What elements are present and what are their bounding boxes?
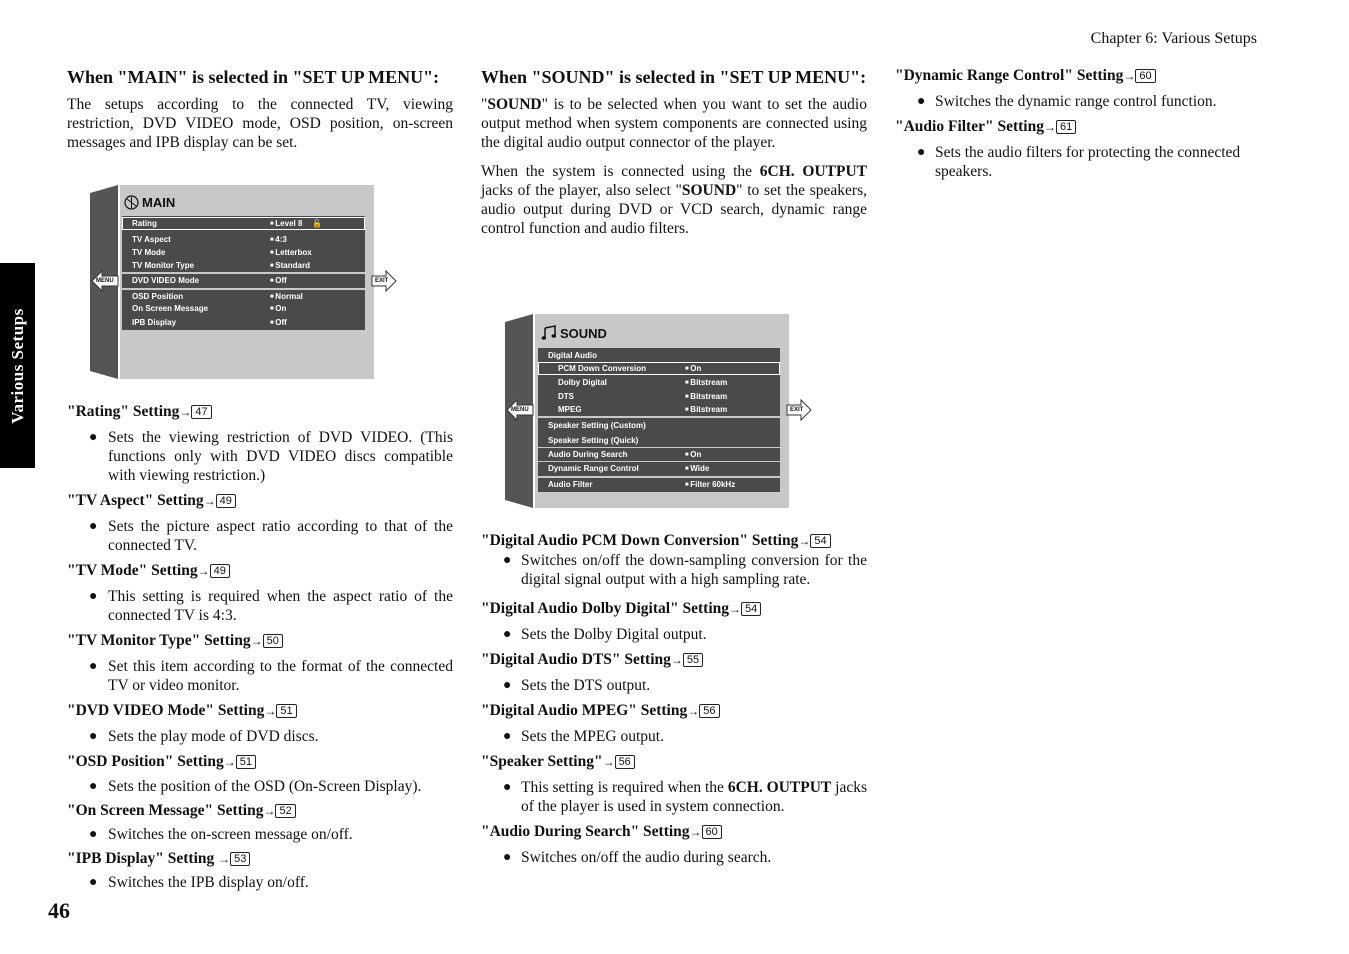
main-menu-title bbox=[124, 195, 175, 210]
left-column bbox=[67, 66, 453, 152]
page-ref-badge[interactable]: 51 bbox=[276, 704, 296, 718]
sound-menu-group-1 bbox=[538, 348, 780, 416]
menu-row-speaker-custom[interactable]: Speaker Setting (Custom) bbox=[548, 421, 646, 430]
page-ref-badge[interactable]: 49 bbox=[210, 564, 230, 578]
page-ref-badge[interactable]: 56 bbox=[699, 704, 719, 718]
main-menu-figure bbox=[88, 185, 398, 380]
setting-desc-on-screen-message: ● Switches the on-screen message on/off. bbox=[67, 825, 453, 844]
page-ref-badge[interactable]: 60 bbox=[702, 825, 722, 839]
menu-row-osd-position[interactable]: OSD Position ■ Normal bbox=[122, 290, 365, 303]
lock-icon: 🔓 bbox=[312, 219, 322, 228]
menu-row-tv-monitor-type[interactable]: TV Monitor Type ■ Standard bbox=[122, 259, 365, 272]
menu-row-tv-aspect[interactable]: TV Aspect ■ 4:3 bbox=[122, 233, 365, 246]
main-menu-title-text: MAIN bbox=[142, 195, 176, 210]
setting-desc-rating: ● Sets the viewing restriction of DVD VIDEO. (This functions only with DVD VIDEO discs compatible with viewing restriction.) bbox=[67, 428, 453, 485]
setting-title-rating: "Rating" Setting→ 47 bbox=[67, 402, 453, 422]
menu-row-speaker-quick[interactable]: Speaker Setting (Quick) bbox=[548, 436, 639, 445]
setting-desc-dolby: ● Sets the Dolby Digital output. bbox=[481, 625, 867, 644]
menu-row-mpeg[interactable]: MPEG ■ Bitstream bbox=[538, 403, 780, 416]
exit-button[interactable]: EXIT bbox=[375, 278, 389, 284]
menu-row-dts[interactable]: DTS ■ Bitstream bbox=[538, 390, 780, 403]
main-menu-group-1 bbox=[122, 216, 365, 272]
sound-settings-list bbox=[481, 531, 867, 867]
setting-title-on-screen-message: "On Screen Message" Setting→ 52 bbox=[67, 801, 453, 821]
setting-desc-audio-filter: ● Sets the audio filters for protecting the connected speakers. bbox=[895, 143, 1281, 181]
menu-row-dynamic-range[interactable]: Dynamic Range Control ■ Wide bbox=[538, 462, 780, 475]
setting-title-dynamic-range: "Dynamic Range Control" Setting→ 60 bbox=[895, 66, 1281, 86]
page-ref-badge[interactable]: 53 bbox=[230, 852, 250, 866]
page-ref-badge[interactable]: 49 bbox=[216, 494, 236, 508]
setting-title-tv-aspect: "TV Aspect" Setting→ 49 bbox=[67, 491, 453, 511]
setting-title-osd-position: "OSD Position" Setting→ 51 bbox=[67, 752, 453, 772]
menu-row-tv-mode[interactable]: TV Mode ■ Letterbox bbox=[122, 246, 365, 259]
setting-title-tv-monitor-type: "TV Monitor Type" Setting→ 50 bbox=[67, 631, 453, 651]
setting-title-ipb-display: "IPB Display" Setting → 53 bbox=[67, 849, 453, 869]
menu-row-audio-during-search[interactable]: Audio During Search ■ On bbox=[538, 448, 780, 461]
setting-title-tv-mode: "TV Mode" Setting→ 49 bbox=[67, 561, 453, 581]
middle-column bbox=[481, 66, 867, 238]
page-ref-badge[interactable]: 60 bbox=[1135, 69, 1155, 83]
setting-title-dts: "Digital Audio DTS" Setting→ 55 bbox=[481, 650, 867, 670]
page-ref-badge[interactable]: 54 bbox=[810, 534, 830, 548]
menu-row-pcm-down-conversion[interactable]: PCM Down Conversion ■ On bbox=[538, 362, 780, 375]
setting-desc-mpeg: ● Sets the MPEG output. bbox=[481, 727, 867, 746]
page-ref-badge[interactable]: 54 bbox=[741, 602, 761, 616]
setting-desc-pcm-down: ● Switches on/off the down-sampling conversion for the digital signal output with a high sampling rate. bbox=[481, 551, 867, 589]
sound-menu-title bbox=[541, 325, 607, 341]
menu-row-dolby-digital[interactable]: Dolby Digital ■ Bitstream bbox=[538, 376, 780, 389]
menu-row-dvd-video-mode[interactable]: DVD VIDEO Mode ■ Off bbox=[122, 274, 365, 287]
sound-section-intro-1: "SOUND" is to be selected when you want to set the audio output method when system components are connected using the digital audio output connector of the player. bbox=[481, 96, 867, 151]
sound-menu-group-4 bbox=[538, 462, 780, 476]
setting-title-speaker: "Speaker Setting"→ 56 bbox=[481, 752, 867, 772]
menu-button[interactable]: MENU bbox=[511, 407, 529, 413]
setting-desc-speaker: ● This setting is required when the 6CH. OUTPUT jacks of the player is used in system connection. bbox=[481, 778, 867, 816]
menu-row-digital-audio[interactable]: Digital Audio bbox=[548, 351, 598, 360]
sound-menu-group-5 bbox=[538, 478, 780, 492]
sound-menu-figure bbox=[503, 314, 813, 509]
setting-desc-tv-aspect: ● Sets the picture aspect ratio according to that of the connected TV. bbox=[67, 517, 453, 555]
setting-desc-audio-during-search: ● Switches on/off the audio during search. bbox=[481, 848, 867, 867]
exit-button[interactable]: EXIT bbox=[790, 407, 804, 413]
menu-row-audio-filter[interactable]: Audio Filter ■ Filter 60kHz bbox=[538, 478, 780, 491]
setting-desc-tv-mode: ● This setting is required when the aspect ratio of the connected TV is 4:3. bbox=[67, 587, 453, 625]
sound-menu-group-3 bbox=[538, 448, 780, 461]
setting-desc-tv-monitor-type: ● Set this item according to the format of the connected TV or video monitor. bbox=[67, 657, 453, 695]
setting-desc-dts: ● Sets the DTS output. bbox=[481, 676, 867, 695]
setting-title-audio-during-search: "Audio During Search" Setting→ 60 bbox=[481, 822, 867, 842]
page-ref-badge[interactable]: 55 bbox=[683, 653, 703, 667]
setting-desc-osd-position: ● Sets the position of the OSD (On-Screen Display). bbox=[67, 777, 453, 796]
right-column bbox=[895, 66, 1281, 181]
chapter-header: Chapter 6: Various Setups bbox=[1090, 30, 1257, 47]
setting-desc-dynamic-range: ● Switches the dynamic range control function. bbox=[895, 92, 1281, 111]
page-ref-badge[interactable]: 47 bbox=[191, 405, 211, 419]
menu-row-ipb-display[interactable]: IPB Display ■ Off bbox=[122, 316, 365, 329]
disc-icon bbox=[124, 195, 139, 210]
page-ref-badge[interactable]: 51 bbox=[236, 755, 256, 769]
menu-row-rating[interactable]: Rating ■ Level 8 🔓 bbox=[122, 217, 365, 230]
page-ref-badge[interactable]: 61 bbox=[1056, 120, 1076, 134]
side-tab-label: Various Setups bbox=[7, 307, 27, 424]
setting-title-audio-filter: "Audio Filter" Setting→ 61 bbox=[895, 117, 1281, 137]
sound-section-intro-2: When the system is connected using the 6CH. OUTPUT jacks of the player, also select "SOUND" to set the speakers, audio output during DVD or VCD search, dynamic range control function and audio filters. bbox=[481, 163, 867, 237]
page-ref-badge[interactable]: 52 bbox=[275, 804, 295, 818]
setting-desc-dvd-video-mode: ● Sets the play mode of DVD discs. bbox=[67, 727, 453, 746]
main-section-intro: The setups according to the connected TV, viewing restriction, DVD VIDEO mode, OSD position, on-screen messages and IPB display can be set. bbox=[67, 96, 453, 151]
setting-desc-ipb-display: ● Switches the IPB display on/off. bbox=[67, 873, 453, 892]
menu-button[interactable]: MENU bbox=[96, 278, 114, 284]
page-ref-badge[interactable]: 56 bbox=[615, 755, 635, 769]
main-settings-list bbox=[67, 402, 453, 892]
setting-title-mpeg: "Digital Audio MPEG" Setting→ 56 bbox=[481, 701, 867, 721]
main-menu-group-3 bbox=[122, 290, 365, 330]
sound-menu-title-text: SOUND bbox=[560, 326, 607, 341]
main-section-heading: When "MAIN" is selected in "SET UP MENU": bbox=[67, 67, 440, 87]
page-ref-badge[interactable]: 50 bbox=[263, 634, 283, 648]
setting-title-dvd-video-mode: "DVD VIDEO Mode" Setting→ 51 bbox=[67, 701, 453, 721]
main-menu-group-2 bbox=[122, 274, 365, 288]
setting-title-pcm-down: "Digital Audio PCM Down Conversion" Setting→ 54 bbox=[481, 531, 867, 551]
setting-title-dolby: "Digital Audio Dolby Digital" Setting→ 54 bbox=[481, 599, 867, 619]
menu-row-on-screen-message[interactable]: On Screen Message ■ On bbox=[122, 302, 365, 315]
music-note-icon bbox=[541, 325, 557, 341]
page-number: 46 bbox=[48, 898, 70, 923]
sound-section-heading: When "SOUND" is selected in "SET UP MENU": bbox=[481, 67, 867, 87]
sound-menu-group-2 bbox=[538, 418, 780, 447]
side-tab bbox=[0, 263, 35, 468]
